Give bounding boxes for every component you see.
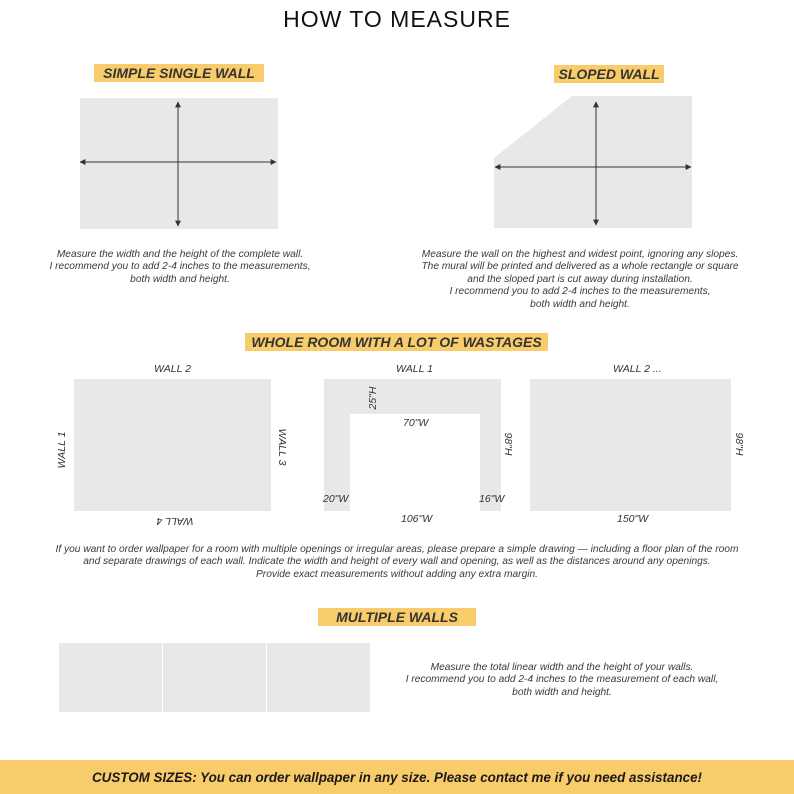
- simple-wall-heading: SIMPLE SINGLE WALL: [94, 64, 264, 82]
- dim-25h: 25"H: [367, 386, 379, 410]
- whole-room-heading: WHOLE ROOM WITH A LOT OF WASTAGES: [245, 333, 548, 351]
- sloped-wall-heading: SLOPED WALL: [554, 65, 664, 83]
- whole-room-caption: If you want to order wallpaper for a room with multiple openings or irregular areas, please prepare a simple drawing — including a floor plan of the room and separate drawings of each wall. Indicate the width and height of every wall and opening, as well as the distances around any openings. Provide exact measurements without adding any extra margin.: [55, 544, 739, 580]
- multiple-wall-panel-3: [267, 643, 370, 712]
- page-title: HOW TO MEASURE: [283, 6, 511, 32]
- dim-70w: 70"W: [403, 417, 429, 429]
- dim-106w: 106"W: [401, 513, 433, 525]
- sloped-wall-caption: Measure the wall on the highest and widest point, ignoring any slopes. The mural will be printed and delivered as a whole rectangle or square and the sloped part is cut away during installation. I recommend you to add 2-4 inches to the measurements, both width and height.: [421, 249, 739, 310]
- dim-150w: 150"W: [617, 513, 649, 525]
- dim-98h-wall-2: 98"H: [733, 432, 745, 456]
- wall-3-label: WALL 3: [276, 428, 288, 466]
- wall-2-diagram: [530, 379, 731, 511]
- multiple-walls-heading: MULTIPLE WALLS: [318, 608, 476, 626]
- wall-2-more-label: WALL 2 ...: [613, 363, 662, 375]
- footer-text: CUSTOM SIZES: You can order wallpaper in any size. Please contact me if you need assistance!: [92, 770, 702, 785]
- multiple-wall-panel-2: [163, 643, 266, 712]
- simple-wall-caption: Measure the width and the height of the complete wall. I recommend you to add 2-4 inches to the measurements, both width and height.: [49, 249, 311, 285]
- wall-1-side-label: WALL 1: [56, 431, 68, 469]
- dim-16w: 16"W: [479, 493, 505, 505]
- dim-98h: 98"H: [502, 432, 514, 456]
- multiple-walls-caption: Measure the total linear width and the height of your walls. I recommend you to add 2-4 inches to the measurement of each wall, both width and height.: [405, 662, 719, 698]
- wall-1-label: WALL 1: [396, 363, 433, 375]
- wall-4-label: WALL 4: [156, 515, 194, 527]
- dim-20w: 20"W: [323, 493, 349, 505]
- wall-2-label: WALL 2: [154, 363, 191, 375]
- multiple-wall-panel-1: [59, 643, 162, 712]
